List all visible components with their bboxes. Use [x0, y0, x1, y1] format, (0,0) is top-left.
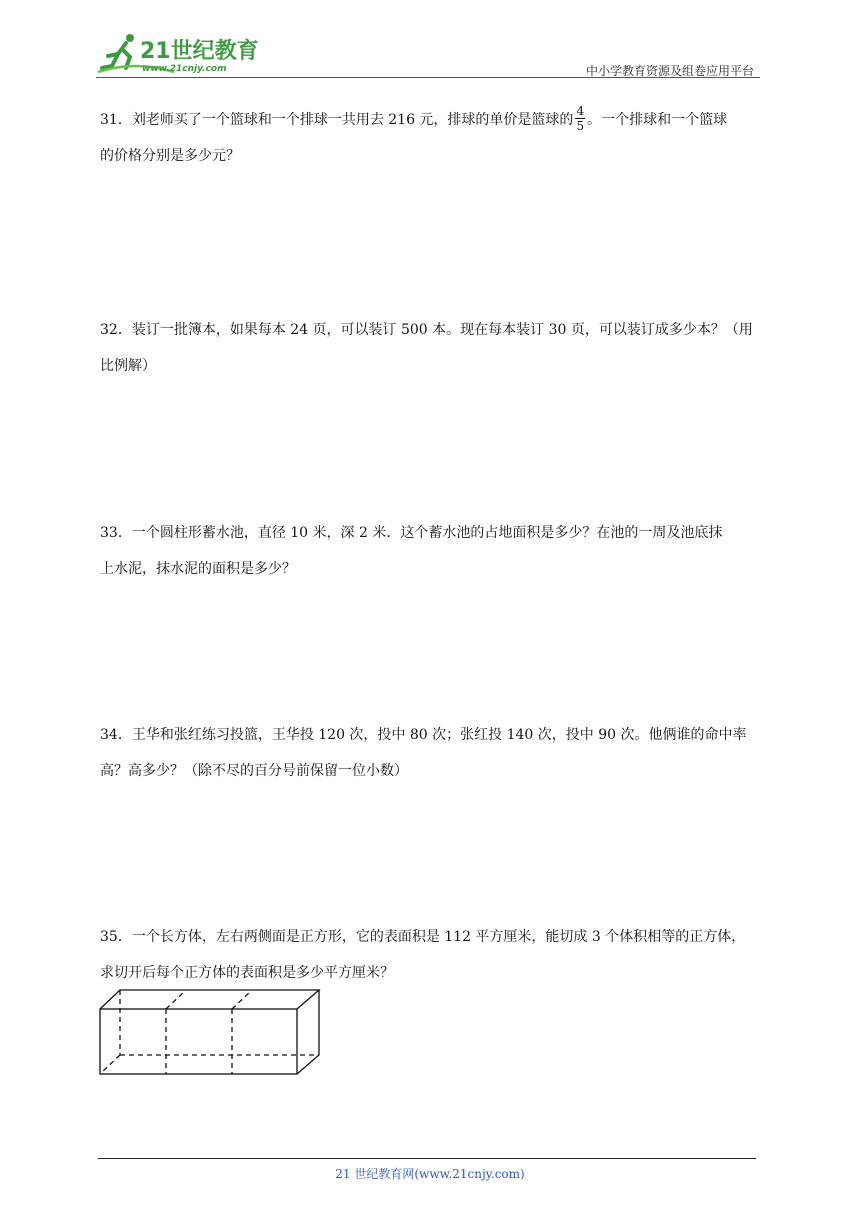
page-header [96, 30, 760, 78]
question-32-line-2: 比例解） [100, 358, 156, 374]
fraction [575, 104, 585, 133]
question-34-line-2: 高？高多少？（除不尽的百分号前保留一位小数） [100, 763, 408, 779]
question-33-line-1: 33．一个圆柱形蓄水池，直径 10 米，深 2 米．这个蓄水池的占地面积是多少？在池的一周及池底抹 [100, 525, 723, 541]
question-31-line-1 [100, 102, 762, 138]
fraction-denominator: 5 [576, 118, 585, 133]
footer-divider [98, 1158, 756, 1159]
cuboid-top-face [100, 990, 319, 1009]
question-31-text-a: 31．刘老师买了一个篮球和一个排球一共用去 216 元，排球的单价是篮球的 [100, 112, 574, 128]
question-31-text-b: 。一个排球和一个篮球 [587, 112, 728, 128]
question-31-line-2: 的价格分别是多少元？ [100, 148, 240, 164]
logo-url: www.21cnjy.com [142, 64, 227, 74]
cuboid-front-face [100, 1009, 297, 1074]
question-35 [100, 919, 762, 991]
question-35-line-2: 求切开后每个正方体的表面积是多少平方厘米？ [100, 965, 394, 981]
question-31 [100, 102, 762, 174]
question-34-line-1: 34．王华和张红练习投篮，王华投 120 次，投中 80 次；张红投 140 次，投中 90 次。他俩谁的命中率 [100, 727, 747, 743]
cuboid-right-face [297, 990, 319, 1074]
footer-link[interactable]: 21 世纪教育网(www.21cnjy.com) [335, 1167, 525, 1181]
fraction-numerator: 4 [576, 103, 585, 118]
question-34 [100, 717, 762, 789]
logo-title: 21世纪教育 [140, 39, 259, 64]
cuboid-figure [98, 988, 322, 1078]
platform-label: 中小学教育资源及组卷应用平台 [585, 64, 754, 78]
cuboid-hidden-edges [100, 990, 319, 1074]
question-33 [100, 515, 762, 587]
question-32 [100, 312, 762, 384]
logo [96, 30, 266, 76]
header-divider [96, 77, 760, 78]
question-33-line-2: 上水泥，抹水泥的面积是多少？ [100, 561, 296, 577]
question-32-line-1: 32．装订一批簿本，如果每本 24 页，可以装订 500 本。现在每本装订 30 页，可以装订成多少本？（用 [100, 322, 753, 338]
question-35-line-1: 35．一个长方体，左右两侧面是正方形，它的表面积是 112 平方厘米，能切成 3 个体积相等的正方体， [100, 929, 746, 945]
